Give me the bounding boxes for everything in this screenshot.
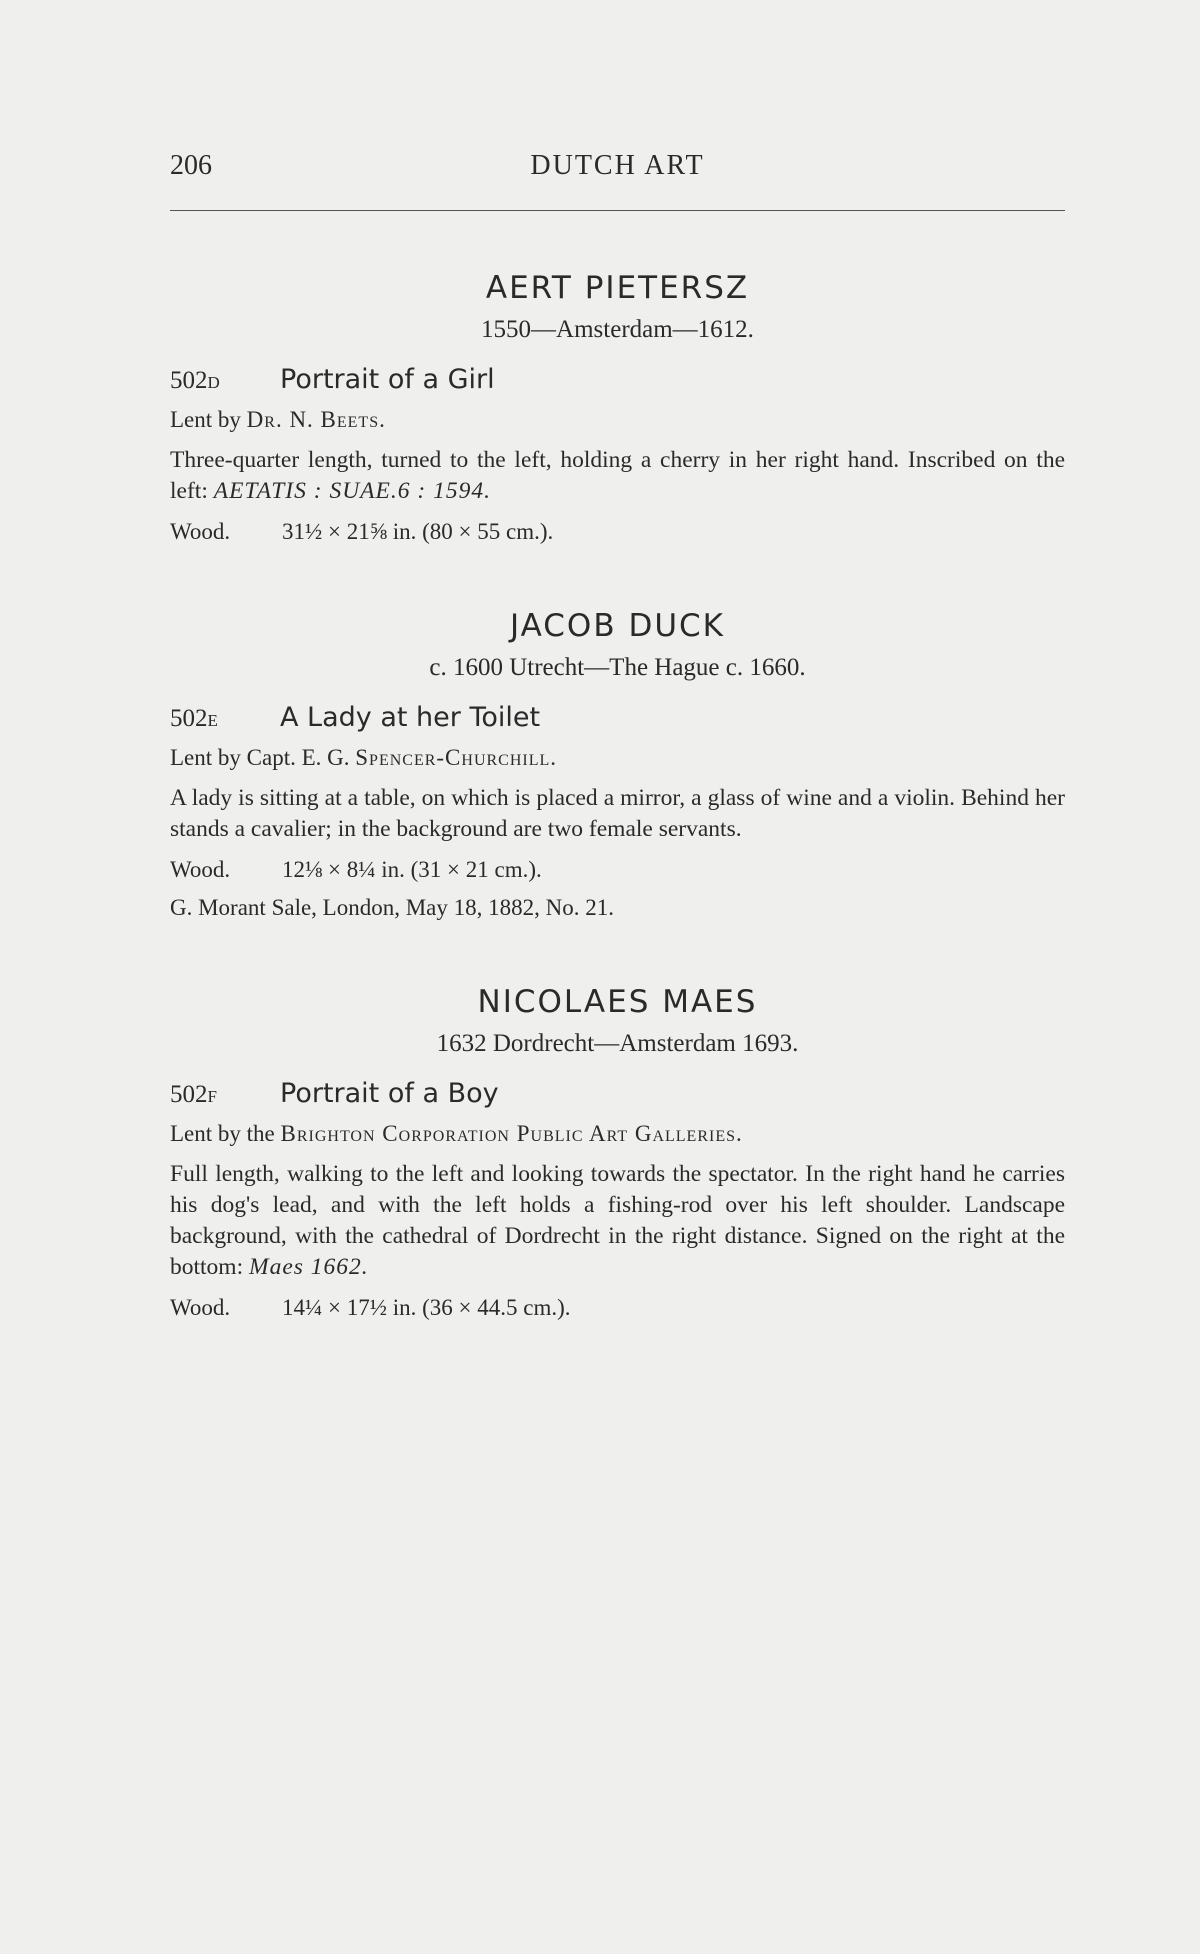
item-title: Portrait of a Girl — [280, 364, 495, 395]
item-heading — [170, 702, 1065, 733]
item-description: A lady is sitting at a table, on which is placed a mirror, a glass of wine and a violin. Behind her stands a cavalier; in the background are two female servants. — [170, 785, 1065, 842]
lender-name: Spencer-Churchill. — [355, 745, 558, 770]
item-description: Full length, walking to the left and looking towards the spectator. In the right hand he carries his dog's lead, and with the left holds a fishing-rod over his left shoulder. Landscape background, with the cathedral of Dordrecht in the right distance. Signed on the right at the bottom: Maes 1662. — [170, 1161, 1065, 1280]
item-description: Three-quarter length, turned to the left, holding a cherry in her right hand. Inscribed on the left: AETATIS : SUAE.6 : 1594. — [170, 447, 1065, 504]
item-heading — [170, 1078, 1065, 1109]
item-title: Portrait of a Boy — [280, 1078, 499, 1109]
artist-dates: c. 1600 Utrecht—The Hague c. 1660. — [429, 654, 806, 681]
artist-dates: 1550—Amsterdam—1612. — [481, 316, 754, 343]
item-medium: Wood. 12⅛ × 8¼ in. (31 × 21 cm.). — [170, 857, 542, 882]
catalogue-entry — [170, 270, 1065, 545]
header-rule — [170, 210, 1065, 211]
artist-dates: 1632 Dordrecht—Amsterdam 1693. — [436, 1030, 799, 1057]
item-heading — [170, 364, 1065, 395]
running-head: DUTCH ART — [530, 150, 705, 181]
item-dimensions: 12⅛ × 8¼ in. (31 × 21 cm.). — [282, 857, 542, 882]
lent-by: Lent by Dr. N. Beets. — [170, 407, 386, 432]
item-number: 502D — [170, 367, 221, 394]
artist-name: JACOB DUCK — [510, 608, 725, 644]
inscription: AETATIS : SUAE.6 : 1594. — [213, 478, 491, 504]
item-dimensions: 14¼ × 17½ in. (36 × 44.5 cm.). — [282, 1295, 571, 1320]
lender-name: Brighton Corporation Public Art Galleries. — [280, 1121, 743, 1146]
item-title: A Lady at her Toilet — [280, 702, 541, 733]
artist-name: NICOLAES MAES — [477, 984, 758, 1020]
item-dimensions: 31½ × 21⅝ in. (80 × 55 cm.). — [282, 519, 554, 544]
catalogue-entry — [170, 608, 1065, 921]
artist-name: AERT PIETERSZ — [485, 270, 750, 306]
lent-by: Lent by the Brighton Corporation Public Art Galleries. — [170, 1121, 743, 1146]
lent-by: Lent by Capt. E. G. Spencer-Churchill. — [170, 745, 558, 770]
catalogue-entry — [170, 984, 1065, 1321]
inscription: Maes 1662. — [249, 1254, 369, 1280]
item-number: 502E — [170, 705, 219, 732]
item-medium: Wood. 31½ × 21⅝ in. (80 × 55 cm.). — [170, 519, 554, 544]
item-medium: Wood. 14¼ × 17½ in. (36 × 44.5 cm.). — [170, 1295, 571, 1320]
page-number: 206 — [170, 150, 212, 181]
lender-name: Dr. N. Beets. — [246, 407, 386, 432]
catalogue-content — [170, 270, 1065, 1321]
item-provenance: G. Morant Sale, London, May 18, 1882, No. 21. — [170, 895, 614, 920]
page-header — [170, 150, 1065, 190]
item-number: 502F — [170, 1081, 218, 1108]
